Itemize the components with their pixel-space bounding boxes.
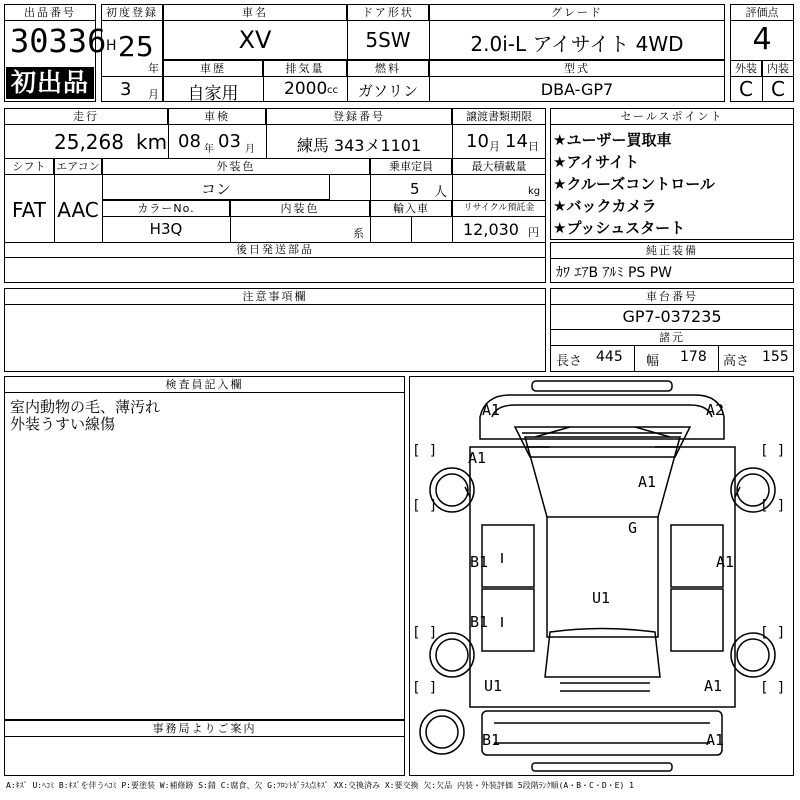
model-label: 型式 <box>429 60 725 77</box>
first-reg-year: 25 <box>118 30 154 63</box>
damage-mark-windshield: G <box>628 519 638 537</box>
interior-color-suffix: 系 <box>353 227 364 240</box>
svg-text:[ ]: [ ] <box>412 498 438 514</box>
import-label: 輸入車 <box>370 200 452 217</box>
office-label: 事務局よりご案内 <box>4 720 405 737</box>
transfer-day: 14 <box>505 131 528 152</box>
displacement: 2000 <box>284 79 328 99</box>
damage-mark-front-door-right: A1 <box>716 553 735 571</box>
damage-mark-front-door-left: B1 <box>470 553 489 571</box>
length-label: 長さ <box>556 354 583 369</box>
mileage-label: 走行 <box>4 108 168 125</box>
lot-label: 出品番号 <box>4 4 96 21</box>
legend: A:ｷｽﾞ U:ﾍｺﾐ B:ｷｽﾞを伴うﾍｺﾐ P:要塗装 W:補修跡 S:錆 C:腐食、欠 G:ﾌﾛﾝﾄｶﾞﾗｽ点ｷｽﾞ XX:交換済み X:要交換 欠:欠品 内装・外装評価 5段階ﾗﾝｸ順(A・B・C・D・E) 1 <box>6 781 634 790</box>
damage-mark-rear-door-left: B1 <box>470 613 489 631</box>
year-unit: 年 <box>148 62 159 75</box>
ext-label: 外装 <box>730 60 762 77</box>
inspector-label: 検査員記入欄 <box>4 376 405 393</box>
mileage: 25,268 <box>54 130 124 154</box>
chassis-label: 車台番号 <box>550 288 794 305</box>
svg-text:[ ]: [ ] <box>412 443 438 459</box>
grade: 2.0i-L アイサイト 4WD <box>470 32 684 56</box>
displacement-unit: cc <box>327 85 338 96</box>
svg-text:[ ]: [ ] <box>760 680 786 696</box>
first-reg-label: 初度登録 <box>101 4 163 21</box>
length: 445 <box>596 349 623 365</box>
fuel: ガソリン <box>357 82 418 100</box>
first-reg-month: 3 <box>120 79 132 100</box>
inspection-month-unit: 月 <box>245 144 255 155</box>
recycle: 12,030 <box>463 220 519 239</box>
dimensions-label: 諸元 <box>550 329 794 346</box>
door-type: 5SW <box>365 28 411 52</box>
exterior-color: コン <box>200 180 231 198</box>
history-label: 車歴 <box>163 60 263 77</box>
sales-points-label: セールスポイント <box>550 108 794 125</box>
damage-mark-front-left: A1 <box>482 401 501 419</box>
transfer-month-unit: 月 <box>489 140 500 153</box>
score-label: 評価点 <box>730 4 794 21</box>
displacement-label: 排気量 <box>263 60 347 77</box>
damage-mark-front-right: A2 <box>706 401 725 419</box>
equipment-label: 純正装備 <box>550 242 794 259</box>
inspection-year: 08 <box>178 131 201 152</box>
sales-point-item: ★バックカメラ <box>553 197 657 215</box>
car-name-label: 車名 <box>163 4 347 21</box>
damage-mark-rear-bumper-right: A1 <box>706 731 725 749</box>
sales-point-item: ★クルーズコントロール <box>553 175 715 193</box>
capacity: 5 <box>410 180 420 198</box>
chassis-number: GP7-037235 <box>622 307 722 326</box>
svg-text:[ ]: [ ] <box>760 498 786 514</box>
grade-label: グレード <box>429 4 725 21</box>
inspector-note: 外装うすい線傷 <box>10 415 116 433</box>
interior-color-label: 内装色 <box>230 200 370 217</box>
height-label: 高さ <box>723 354 750 369</box>
recycle-label: リサイクル預託金 <box>452 200 546 217</box>
mileage-unit: km <box>136 130 168 154</box>
capacity-label: 乗車定員 <box>370 158 452 175</box>
shift-label: シフト <box>4 158 54 175</box>
svg-text:[ ]: [ ] <box>760 443 786 459</box>
era: H <box>106 38 117 54</box>
later-parts-label: 後日発送部品 <box>4 242 546 258</box>
damage-mark-rear-fender-right: A1 <box>704 677 723 695</box>
plate: 練馬 343メ1101 <box>296 136 422 155</box>
damage-diagram <box>409 376 794 776</box>
svg-text:[ ]: [ ] <box>412 625 438 641</box>
load-unit: kg <box>528 186 541 197</box>
width-label: 幅 <box>646 354 660 369</box>
month-unit: 月 <box>148 88 159 101</box>
damage-mark-roof: U1 <box>592 589 611 607</box>
ac: AAC <box>57 198 99 222</box>
ext-grade: C <box>739 77 753 101</box>
load-label: 最大積載量 <box>452 158 546 175</box>
exterior-color-label: 外装色 <box>102 158 370 175</box>
int-label: 内装 <box>762 60 794 77</box>
damage-mark-rear-bumper-left: B1 <box>482 731 501 749</box>
score: 4 <box>752 22 772 57</box>
svg-text:[ ]: [ ] <box>412 680 438 696</box>
int-grade: C <box>771 77 785 101</box>
plate-label: 登録番号 <box>266 108 452 125</box>
lot-number: 30336 <box>10 22 107 60</box>
sales-point-item: ★プッシュスタート <box>553 219 686 237</box>
sales-point-item: ★アイサイト <box>553 153 640 171</box>
damage-mark-hood: A1 <box>638 473 657 491</box>
height: 155 <box>762 349 789 365</box>
fuel-label: 燃料 <box>347 60 429 77</box>
door-label: ドア形状 <box>347 4 429 21</box>
shift: FAT <box>11 198 46 222</box>
inspection-year-unit: 年 <box>204 144 214 155</box>
model: DBA-GP7 <box>540 80 614 99</box>
width: 178 <box>680 349 707 365</box>
transfer-label: 譲渡書類期限 <box>452 108 546 125</box>
notes-label: 注意事項欄 <box>4 288 546 305</box>
svg-text:[ ]: [ ] <box>760 625 786 641</box>
capacity-unit: 人 <box>434 185 448 200</box>
color-no-label: カラーNo. <box>102 200 230 217</box>
inspection-label: 車検 <box>168 108 266 125</box>
car-diagram-icon <box>410 377 795 777</box>
transfer-day-unit: 日 <box>528 140 539 153</box>
inspection-month: 03 <box>218 131 241 152</box>
car-name: XV <box>238 26 272 54</box>
damage-mark-rear-fender-left: U1 <box>484 677 503 695</box>
transfer-month: 10 <box>466 131 489 152</box>
damage-mark-front-fender-left: A1 <box>468 449 487 467</box>
recycle-unit: 円 <box>528 226 539 239</box>
first-listing-badge: 初出品 <box>6 67 94 99</box>
inspector-note: 室内動物の毛、薄汚れ <box>10 398 161 416</box>
sales-point-item: ★ユーザー買取車 <box>553 131 672 149</box>
equipment: ｶﾜ ｴｱB ｱﾙﾐ PS PW <box>556 265 673 281</box>
color-no: H3Q <box>149 220 183 238</box>
history: 自家用 <box>187 84 239 104</box>
ac-label: エアコン <box>54 158 102 175</box>
